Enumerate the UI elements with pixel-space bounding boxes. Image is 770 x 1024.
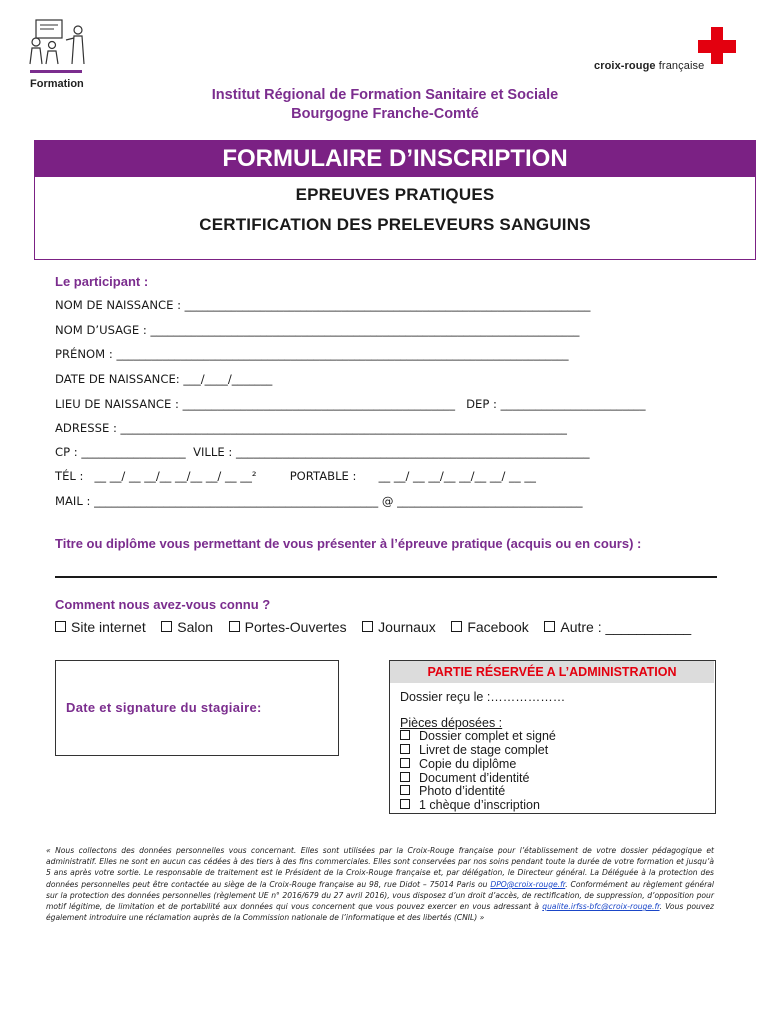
admin-item-label: Dossier complet et signé — [419, 729, 556, 743]
field-tel[interactable]: TÉL : __ __/ __ __/__ __/__ __/ __ __² PORTABLE : __ __/ __ __/__ __/__ __/ __ __ — [55, 469, 536, 483]
option-journaux[interactable] — [362, 619, 436, 635]
logo-label: Formation — [30, 78, 84, 90]
brand-part1: croix-rouge — [594, 60, 656, 72]
option-facebook[interactable] — [451, 619, 528, 635]
subtitle-2: CERTIFICATION DES PRELEVEURS SANGUINS — [199, 215, 591, 234]
field-nom-naissance[interactable]: NOM DE NAISSANCE : ______________________________________________________________________ — [55, 298, 591, 312]
source-options — [55, 619, 691, 635]
diploma-answer-line[interactable] — [55, 576, 717, 578]
form-title: FORMULAIRE D’INSCRIPTION — [34, 140, 756, 177]
institute-line2: Bourgogne Franche-Comté — [291, 106, 479, 122]
admin-item — [400, 743, 548, 757]
admin-item-label: 1 chèque d’inscription — [419, 798, 540, 812]
admin-item — [400, 784, 505, 798]
option-label: Journaux — [378, 619, 436, 635]
checkbox-icon[interactable] — [451, 621, 462, 632]
option-label: Site internet — [71, 619, 146, 635]
admin-pieces: Pièces déposées : — [400, 716, 503, 730]
admin-item — [400, 798, 540, 812]
field-cp-ville[interactable]: CP : __________________ VILLE : _____________________________________________________________ — [55, 445, 590, 459]
participant-heading: Le participant : — [55, 274, 149, 289]
option-salon[interactable] — [161, 619, 213, 635]
quality-email-link[interactable]: qualite.irfss-bfc@croix-rouge.fr — [542, 902, 660, 912]
subtitle-1: EPREUVES PRATIQUES — [295, 185, 495, 204]
red-cross-icon-vertical — [711, 27, 723, 64]
checkbox-icon[interactable] — [161, 621, 172, 632]
legal-text-1: « Nous collectons des données personnelles vous concernant. Elles sont utilisées par la Croix-Rouge française pour l’établissement de votre dossier pédagogique et administratif. Elles ne sont en aucun cas cédées à des tiers à des fins commerciales. Elles sont conservées par nos soins pendant toute la durée de votre formation et jusqu’à 5 ans après votre sortie. Le responsable de traitement est le Président de la Croix-Rouge française et, par délégation, le Directeur général. La Déléguée à la protection des données personnelles peut être contactée au siège de la Croix-Rouge française au 98, rue Didot – 75014 Paris ou — [46, 846, 714, 889]
admin-heading: PARTIE RÉSERVÉE A L’ADMINISTRATION — [390, 661, 714, 683]
option-autre[interactable] — [544, 619, 691, 635]
admin-item-label: Livret de stage complet — [419, 743, 549, 757]
admin-item — [400, 729, 556, 743]
field-adresse[interactable]: ADRESSE : _____________________________________________________________________________ — [55, 421, 567, 435]
admin-item-label: Photo d’identité — [419, 784, 506, 798]
admin-item-label: Copie du diplôme — [419, 757, 517, 771]
legal-text-2: . Conformément au règlement général sur la protection des données personnelles (règlement UE n° 2016/679 du 27 avril 2016), vous disposez d’un droit d’accès, de rectification, de suppression, d’opposition pour motif légitime, de limitation et de portabilité aux données qui vous concernent que vous pouvez exercer en vous adressant à — [46, 879, 714, 912]
option-site-internet[interactable] — [55, 619, 146, 635]
option-label: Portes-Ouvertes — [244, 619, 347, 635]
checkbox-icon[interactable] — [362, 621, 373, 632]
checkbox-icon — [400, 744, 410, 754]
option-label: Facebook — [467, 619, 529, 635]
checkbox-icon — [400, 730, 410, 740]
institute-line1: Institut Régional de Formation Sanitaire et Sociale — [211, 87, 559, 103]
option-label: Autre : ___________ — [560, 619, 692, 635]
source-heading: Comment nous avez-vous connu ? — [55, 597, 271, 612]
admin-item — [400, 771, 529, 785]
field-mail[interactable]: MAIL : _________________________________________________ @ ________________________________ — [55, 494, 583, 508]
checkbox-icon — [400, 772, 410, 782]
brand-part2: française — [655, 60, 705, 72]
brand-name — [594, 60, 704, 72]
signature-label: Date et signature du stagiaire: — [66, 700, 262, 715]
checkbox-icon — [400, 785, 410, 795]
logo-underline — [30, 70, 82, 73]
privacy-notice — [46, 845, 714, 923]
field-prenom[interactable]: PRÉNOM : ______________________________________________________________________________ — [55, 347, 569, 361]
field-lieu-naissance[interactable]: LIEU DE NAISSANCE : _______________________________________________ DEP : _________________________ — [55, 397, 646, 411]
formation-logo-icon — [28, 18, 90, 68]
checkbox-icon[interactable] — [55, 621, 66, 632]
checkbox-icon — [400, 758, 410, 768]
field-date-naissance[interactable]: DATE DE NAISSANCE: ___/____/_______ — [55, 372, 273, 386]
diploma-question: Titre ou diplôme vous permettant de vous présenter à l’épreuve pratique (acquis ou en cours) : — [55, 536, 642, 551]
checkbox-icon[interactable] — [229, 621, 240, 632]
dpo-email-link[interactable]: DPO@croix-rouge.fr — [490, 879, 566, 889]
field-nom-usage[interactable]: NOM D’USAGE : __________________________________________________________________________ — [55, 323, 580, 337]
admin-item — [400, 757, 516, 771]
option-label: Salon — [177, 619, 214, 635]
legal-text-3: . Vous pouvez également introduire une réclamation auprès de la Commission nationale de l’informatique et des libertés (CNIL) » — [46, 902, 715, 923]
admin-item-label: Document d’identité — [419, 771, 530, 785]
checkbox-icon — [400, 799, 410, 809]
option-portes-ouvertes[interactable] — [229, 619, 347, 635]
admin-dossier: Dossier reçu le :……………… — [400, 690, 566, 704]
checkbox-icon[interactable] — [544, 621, 555, 632]
